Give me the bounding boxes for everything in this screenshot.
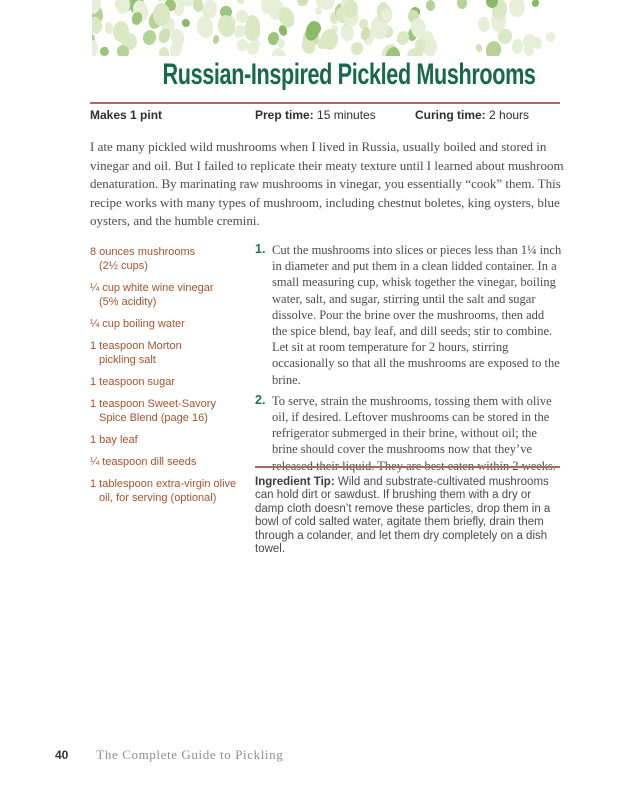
ingredient-line: oil, for serving (optional)	[99, 492, 217, 504]
ingredient-line: pickling salt	[99, 354, 156, 366]
step-text: Cut the mushrooms into slices or pieces less than 1¼ inch in diameter and put them in a clean lidded container. In a small measuring cup, whisk together the vinegar, boiling water, salt, and sugar, stirring until the salt and sugar dissolve. Pour the brine over the mushrooms, then add the spice blend, bay leaf, and dill seeds; stir to combine. Let sit at room temperature for 2 hours, stirring occasionally so that all the mushrooms are exposed to the brine.	[272, 243, 562, 387]
instructions-list	[255, 242, 562, 479]
meta-curing-time	[415, 108, 560, 122]
ingredient-item	[90, 281, 262, 309]
ingredient-item	[90, 455, 262, 469]
intro-paragraph: I ate many pickled wild mushrooms when I lived in Russia, usually boiled and stored in vinegar and oil. But I failed to replicate their meaty texture until I learned about mushroom denaturation. By marinating raw mushrooms in vinegar, you essentially “cook” them. This recipe works with many types of mushroom, including chestnut boletes, king oysters, blue oysters, and the humble cremini.	[90, 139, 564, 229]
step-number: 1.	[255, 242, 266, 256]
ingredient-line: 1 teaspoon Morton	[90, 340, 182, 352]
ingredient-line: (5% acidity)	[99, 296, 157, 308]
ingredient-item	[90, 433, 262, 447]
ingredient-item	[90, 477, 262, 505]
ingredient-tip	[255, 466, 560, 556]
ingredient-line: 1 tablespoon extra-virgin olive	[90, 478, 237, 490]
meta-curing-label: Curing time:	[415, 108, 486, 122]
ingredient-line: 1 bay leaf	[90, 434, 138, 446]
meta-prep-time	[255, 108, 415, 122]
ingredient-line: (2½ cups)	[99, 260, 148, 272]
meta-prep-label: Prep time:	[255, 108, 314, 122]
ingredient-line: ¼ teaspoon dill seeds	[90, 456, 197, 468]
ingredient-line: ¼ cup boiling water	[90, 318, 185, 330]
ingredients-list	[90, 245, 262, 513]
step-text: To serve, strain the mushrooms, tossing them with olive oil, if desired. Leftover mushrooms can be stored in the refrigerator submerged in their brine, without oil; the brine should cover the mushrooms now that they’ve released their liquid. They are best eaten within 2 weeks.	[272, 393, 557, 473]
tip-label: Ingredient Tip:	[255, 476, 335, 488]
ingredient-item	[90, 317, 262, 331]
title-divider	[90, 102, 560, 104]
ingredient-item	[90, 375, 262, 389]
recipe-meta-row	[90, 108, 560, 122]
meta-prep-value: 15 minutes	[317, 108, 376, 122]
book-title: The Complete Guide to Pickling	[96, 747, 284, 762]
ingredient-item	[90, 397, 262, 425]
meta-curing-value: 2 hours	[489, 108, 530, 122]
ingredient-line: Spice Blend (page 16)	[99, 412, 208, 424]
meta-makes: Makes 1 pint	[90, 108, 163, 122]
instruction-step-2	[255, 393, 562, 474]
ingredient-line: ¼ cup white wine vinegar	[90, 282, 214, 294]
page-number: 40	[55, 748, 69, 762]
instruction-step-1	[255, 242, 562, 388]
ingredient-item	[90, 339, 262, 367]
ingredient-item	[90, 245, 262, 273]
tip-text: Wild and substrate-cultivated mushrooms can hold dirt or sawdust. If brushing them with a dry or damp cloth doesn’t remove these particles, drop them in a bowl of cold salted water, agitate them briefly, drain them through a colander, and let them dry completely on a dish towel.	[255, 476, 551, 556]
page-footer	[55, 747, 283, 763]
dots-decoration	[92, 0, 556, 56]
page-title	[90, 58, 560, 92]
recipe-title: Russian-Inspired Pickled Mushrooms	[162, 58, 536, 91]
step-number: 2.	[255, 392, 266, 407]
ingredient-line: 1 teaspoon sugar	[90, 376, 176, 388]
ingredient-line: 8 ounces mushrooms	[90, 246, 196, 258]
ingredient-line: 1 teaspoon Sweet-Savory	[90, 398, 216, 410]
